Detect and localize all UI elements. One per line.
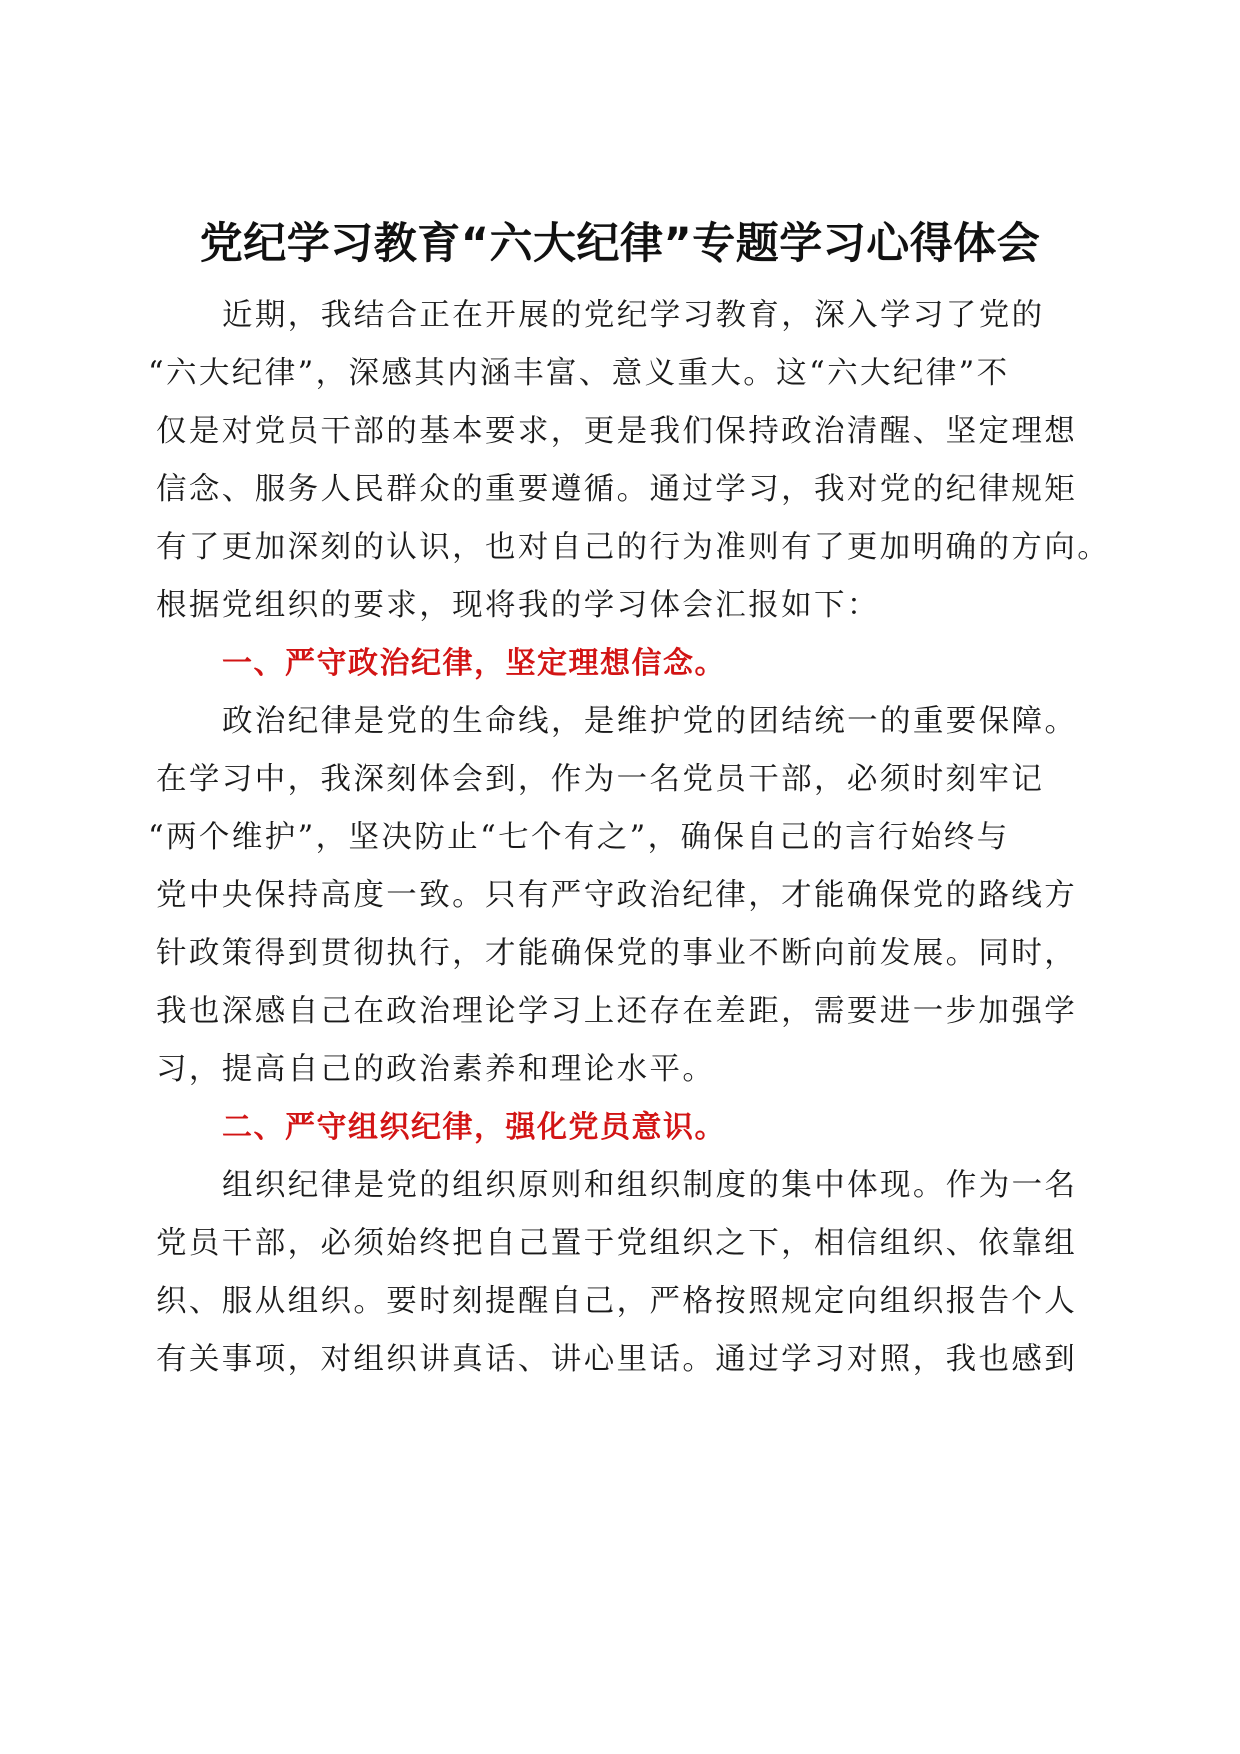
section2-line: 有关事项，对组织讲真话、讲心里话。通过学习对照，我也感到: [156, 1342, 1078, 1377]
section1-line: 政治纪律是党的生命线，是维护党的团结统一的重要保障。: [222, 704, 1078, 739]
intro-line: 信念、服务人民群众的重要遵循。通过学习，我对党的纪律规矩: [156, 472, 1078, 507]
section2-line: 组织纪律是党的组织原则和组织制度的集中体现。作为一名: [222, 1168, 1078, 1203]
section1-line: 针政策得到贯彻执行，才能确保党的事业不断向前发展。同时，: [156, 936, 1078, 971]
section1-line: 党中央保持高度一致。只有严守政治纪律，才能确保党的路线方: [156, 878, 1078, 913]
intro-line: 有了更加深刻的认识，也对自己的行为准则有了更加明确的方向。: [156, 530, 1111, 565]
section1-line: “两个维护”，坚决防止“七个有之”，确保自己的言行始终与: [148, 820, 1010, 855]
intro-line: 近期，我结合正在开展的党纪学习教育，深入学习了党的: [222, 298, 1045, 333]
section2-line: 织、服从组织。要时刻提醒自己，严格按照规定向组织报告个人: [156, 1284, 1078, 1319]
section1-line: 在学习中，我深刻体会到，作为一名党员干部，必须时刻牢记: [156, 762, 1045, 797]
intro-line: “六大纪律”，深感其内涵丰富、意义重大。这“六大纪律”不: [148, 356, 1010, 391]
page-title: 党纪学习教育“六大纪律”专题学习心得体会: [199, 219, 1041, 269]
section1-line: 我也深感自己在政治理论学习上还存在差距，需要进一步加强学: [156, 994, 1078, 1029]
section-heading-2: 二、严守组织纪律，强化党员意识。: [222, 1110, 726, 1145]
section2-line: 党员干部，必须始终把自己置于党组织之下，相信组织、依靠组: [156, 1226, 1078, 1261]
intro-line: 根据党组织的要求，现将我的学习体会汇报如下：: [156, 588, 880, 623]
section1-line: 习，提高自己的政治素养和理论水平。: [156, 1052, 716, 1087]
section-heading-1: 一、严守政治纪律，坚定理想信念。: [222, 646, 726, 681]
intro-line: 仅是对党员干部的基本要求，更是我们保持政治清醒、坚定理想: [156, 414, 1078, 449]
